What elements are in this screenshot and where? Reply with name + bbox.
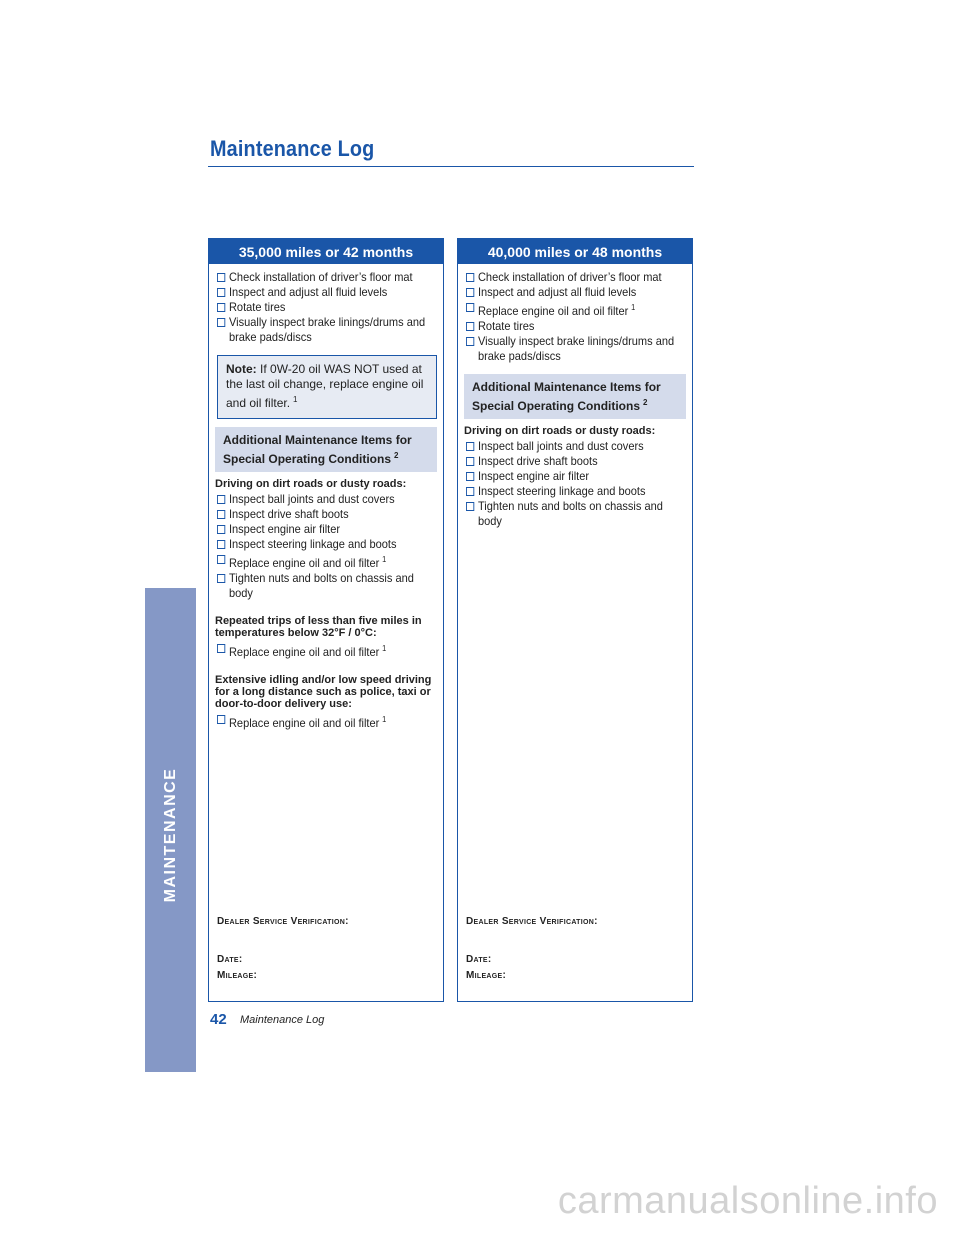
checkbox-icon[interactable] (217, 574, 225, 583)
additional-items-heading: Additional Maintenance Items for Special Operating Conditions $^2$ (215, 427, 437, 472)
footnote-ref: 2 (643, 398, 648, 407)
footnote-ref: 1 (382, 644, 387, 653)
idling-heading: Extensive idling and/or low speed driving for a long distance such as police, taxi or door-to-door delivery use: (215, 674, 432, 710)
list-item: Tighten nuts and bolts on chassis and body (466, 499, 685, 529)
page-number: 42 (210, 1011, 227, 1028)
checkbox-icon[interactable] (466, 502, 474, 511)
list-item: Inspect steering linkage and boots (217, 537, 436, 552)
list-item: Replace engine oil and oil filter $^1$ (217, 712, 436, 731)
footnote-ref: 2 (394, 451, 399, 460)
watermark: carmanualsonline.info (557, 1180, 938, 1222)
list-item: Tighten nuts and bolts on chassis and body (217, 571, 436, 601)
checkbox-icon[interactable] (217, 273, 225, 282)
checkbox-icon[interactable] (466, 472, 474, 481)
checkbox-icon[interactable] (217, 318, 225, 327)
list-item: Inspect and adjust all fluid levels (217, 285, 436, 300)
short-trips-checklist (209, 639, 443, 660)
list-item: Inspect engine air filter (466, 469, 685, 484)
list-item: Inspect ball joints and dust covers (217, 492, 436, 507)
checkbox-icon[interactable] (217, 495, 225, 504)
checkbox-icon[interactable] (217, 715, 225, 724)
footnote-ref: 1 (631, 303, 636, 312)
interval-header: 40,000 miles or 48 months (458, 239, 692, 264)
footer-label: Maintenance Log (240, 1014, 325, 1026)
checkbox-icon[interactable] (466, 288, 474, 297)
interval-header: 35,000 miles or 42 months (209, 239, 443, 264)
checkbox-icon[interactable] (466, 273, 474, 282)
list-item: Replace engine oil and oil filter $^1$ (217, 552, 436, 571)
dusty-roads-heading: Driving on dirt roads or dusty roads: (215, 478, 407, 490)
footnote-ref: 1 (382, 555, 387, 564)
date-label: Date: (217, 954, 243, 965)
list-item: Check installation of driver’s floor mat (217, 270, 436, 285)
page-title: Maintenance Log (210, 136, 375, 161)
title-divider (208, 166, 694, 167)
checkbox-icon[interactable] (217, 303, 225, 312)
mileage-label: Mileage: (466, 970, 507, 981)
mileage-label: Mileage: (217, 970, 258, 981)
checkbox-icon[interactable] (217, 510, 225, 519)
checklist (209, 264, 443, 345)
footnote-ref: 1 (382, 715, 387, 724)
list-item: Replace engine oil and oil filter $^1$ (466, 300, 685, 319)
note-box (217, 355, 437, 419)
list-item: Rotate tires (466, 319, 685, 334)
dusty-roads-heading: Driving on dirt roads or dusty roads: (464, 425, 656, 437)
checkbox-icon[interactable] (466, 442, 474, 451)
checkbox-icon[interactable] (217, 525, 225, 534)
dealer-verification-label: Dealer Service Verification: (466, 916, 598, 927)
list-item: Inspect ball joints and dust covers (466, 439, 685, 454)
checkbox-icon[interactable] (466, 303, 474, 312)
checkbox-icon[interactable] (466, 457, 474, 466)
note-text: If 0W-20 oil WAS NOT used at the last oil change, replace engine oil and oil filter. (226, 362, 424, 410)
side-tab-label-wrap (146, 760, 196, 910)
checkbox-icon[interactable] (466, 337, 474, 346)
checkbox-icon[interactable] (466, 322, 474, 331)
short-trips-heading: Repeated trips of less than five miles in temperatures below 32°F / 0°C: (215, 615, 422, 639)
checkbox-icon[interactable] (217, 555, 225, 564)
checklist (458, 264, 692, 364)
checkbox-icon[interactable] (466, 487, 474, 496)
checkbox-icon[interactable] (217, 644, 225, 653)
list-item: Visually inspect brake linings/drums and brake pads/discs (217, 315, 436, 345)
date-label: Date: (466, 954, 492, 965)
checkbox-icon[interactable] (217, 540, 225, 549)
list-item: Replace engine oil and oil filter $^1$ (217, 641, 436, 660)
interval-card-35000 (208, 238, 444, 1002)
note-label: Note: (226, 362, 257, 376)
footnote-ref: 1 (293, 395, 298, 404)
side-tab-label: MAINTENANCE (162, 767, 179, 903)
idling-checklist (209, 710, 443, 731)
dusty-roads-checklist (458, 437, 692, 529)
interval-card-40000 (457, 238, 693, 1002)
dusty-roads-checklist (209, 490, 443, 601)
dealer-verification-label: Dealer Service Verification: (217, 916, 349, 927)
additional-items-heading: Additional Maintenance Items for Special Operating Conditions $^2$ (464, 374, 686, 419)
list-item: Inspect engine air filter (217, 522, 436, 537)
list-item: Inspect drive shaft boots (217, 507, 436, 522)
list-item: Check installation of driver’s floor mat (466, 270, 685, 285)
list-item: Inspect drive shaft boots (466, 454, 685, 469)
list-item: Visually inspect brake linings/drums and brake pads/discs (466, 334, 685, 364)
list-item: Inspect and adjust all fluid levels (466, 285, 685, 300)
checkbox-icon[interactable] (217, 288, 225, 297)
list-item: Inspect steering linkage and boots (466, 484, 685, 499)
list-item: Rotate tires (217, 300, 436, 315)
